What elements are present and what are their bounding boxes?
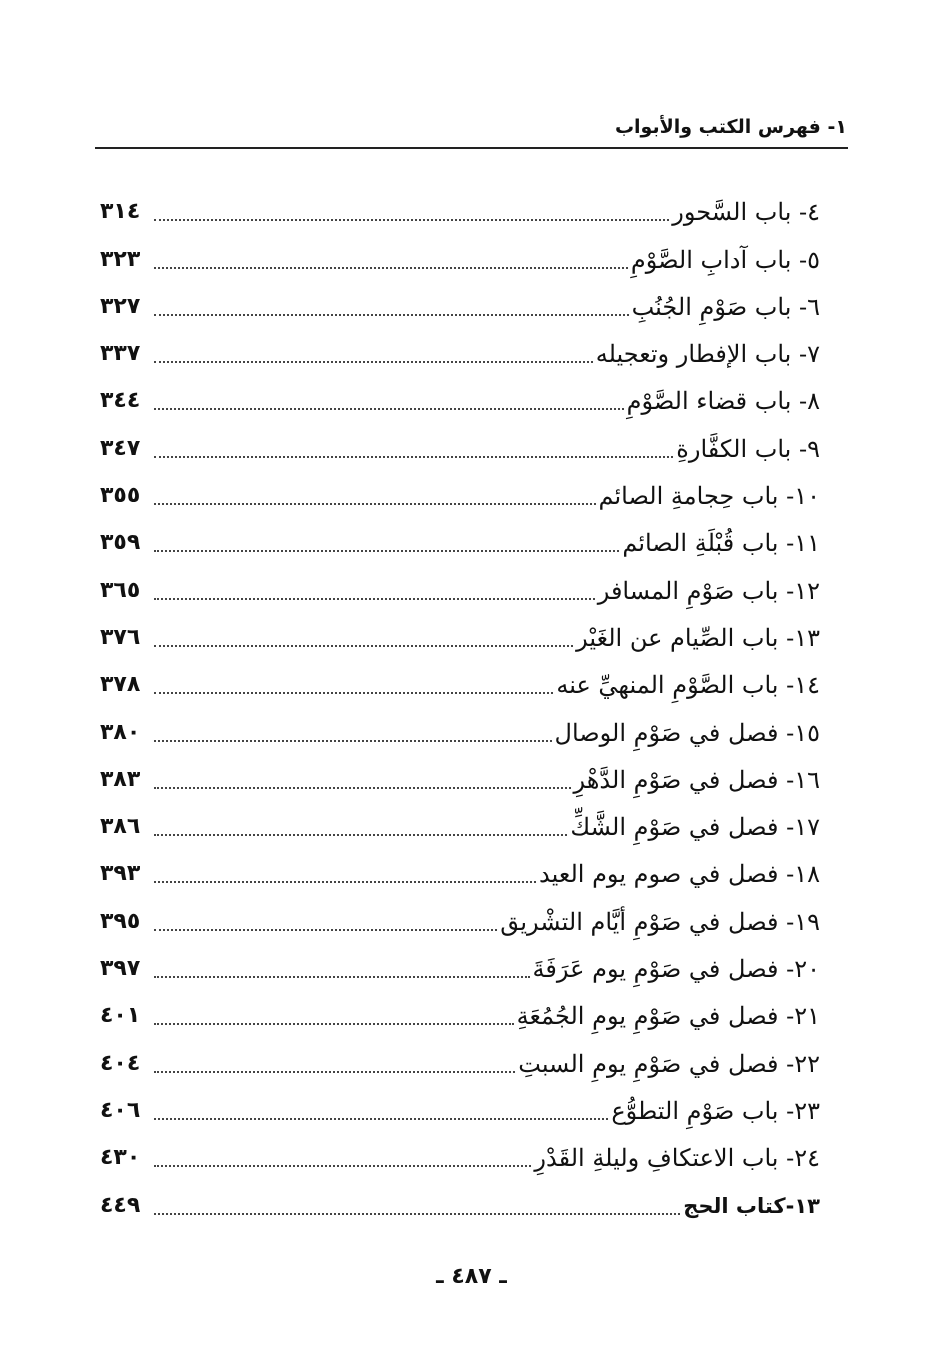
toc-entry-page-number: ٤٠٦ bbox=[100, 1097, 141, 1123]
toc-entry-title: ٦- باب صَوْمِ الجُنُبِ bbox=[631, 292, 820, 321]
dot-leader bbox=[154, 1165, 531, 1167]
dot-leader bbox=[154, 456, 673, 458]
dot-leader bbox=[154, 1071, 515, 1073]
dot-leader bbox=[154, 976, 530, 978]
toc-entry-page-number: ٣٩٧ bbox=[100, 956, 141, 982]
toc-entry-page-number: ٣٤٤ bbox=[100, 388, 141, 414]
toc-entry-page-number: ٣٢٧ bbox=[100, 293, 141, 319]
toc-entry bbox=[100, 801, 820, 848]
toc-entry bbox=[100, 470, 820, 517]
toc-entry bbox=[100, 233, 820, 280]
dot-leader bbox=[154, 361, 593, 363]
dot-leader bbox=[154, 929, 497, 931]
toc-entry bbox=[100, 564, 820, 611]
toc-entry-page-number: ٣٤٧ bbox=[100, 435, 141, 461]
toc-entry-title: ٢٤- باب الاعتكافِ وليلةِ القَدْرِ bbox=[534, 1144, 820, 1173]
toc-entry-title: ٤- باب السَّحور bbox=[672, 198, 820, 227]
toc-entry-page-number: ٤٣٠ bbox=[100, 1145, 141, 1171]
toc-entry-title: ٨- باب قضاء الصَّوْمِ bbox=[626, 387, 820, 416]
header-rule bbox=[95, 147, 848, 149]
toc-entry bbox=[100, 1085, 820, 1132]
toc-entry-page-number: ٣٥٩ bbox=[100, 530, 141, 556]
toc-entry bbox=[100, 281, 820, 328]
toc-entry-page-number: ٣٢٣ bbox=[100, 246, 141, 272]
toc-entry-page-number: ٣٨٣ bbox=[100, 766, 141, 792]
dot-leader bbox=[154, 834, 567, 836]
toc-entry-title: ٧- باب الإفطار وتعجيله bbox=[595, 340, 820, 369]
toc-entry bbox=[100, 659, 820, 706]
toc-entry bbox=[100, 943, 820, 990]
dot-leader bbox=[154, 550, 619, 552]
dot-leader bbox=[154, 1118, 608, 1120]
toc-entry-page-number: ٤٠١ bbox=[100, 1003, 141, 1029]
toc-entry-page-number: ٣٣٧ bbox=[100, 341, 141, 367]
toc-entry-title: ١٣- باب الصِّيام عن الغَيْر bbox=[576, 623, 820, 652]
toc-entry-page-number: ٤٠٤ bbox=[100, 1050, 141, 1076]
toc-entry bbox=[100, 895, 820, 942]
toc-entry-page-number: ٤٤٩ bbox=[100, 1192, 141, 1218]
toc-entry-title: ٩- باب الكفَّارةِ bbox=[676, 434, 820, 463]
dot-leader bbox=[154, 740, 552, 742]
toc-entry-title: ٢١- فصل في صَوْمِ يومِ الجُمُعَةِ bbox=[516, 1002, 820, 1031]
dot-leader bbox=[154, 692, 553, 694]
toc-entry-page-number: ٣٩٣ bbox=[100, 861, 141, 887]
dot-leader bbox=[154, 314, 629, 316]
toc-entry-title: ١٦- فصل في صَوْمِ الدَّهْرِ bbox=[573, 765, 820, 794]
toc-entry-page-number: ٣٦٥ bbox=[100, 577, 141, 603]
toc-entry-title: ٢٠- فصل في صَوْمِ يوم عَرَفَةَ bbox=[532, 955, 820, 984]
toc-entry-title: ١٩- فصل في صَوْمِ أيَّام التشْريق bbox=[500, 907, 820, 936]
toc-entry-page-number: ٣١٤ bbox=[100, 199, 141, 225]
dot-leader bbox=[154, 267, 628, 269]
toc-entry-title: ١٠- باب حِجامةِ الصائم bbox=[598, 482, 820, 511]
toc-entry bbox=[100, 706, 820, 753]
toc-entry bbox=[100, 754, 820, 801]
table-of-contents bbox=[100, 186, 820, 1227]
dot-leader bbox=[154, 1023, 514, 1025]
toc-entry-title: ١١- باب قُبْلَةِ الصائم bbox=[622, 529, 820, 558]
dot-leader bbox=[154, 645, 573, 647]
toc-entry-page-number: ٣٧٨ bbox=[100, 672, 141, 698]
toc-entry-title: ٢٣- باب صَوْمِ التطوُّع bbox=[611, 1096, 820, 1125]
page-number: ـ ٤٨٧ ـ bbox=[436, 1264, 507, 1289]
dot-leader bbox=[154, 598, 595, 600]
toc-entry bbox=[100, 848, 820, 895]
running-head: ١- فهرس الكتب والأبواب bbox=[614, 116, 847, 138]
toc-entry bbox=[100, 517, 820, 564]
toc-entry bbox=[100, 612, 820, 659]
toc-entry bbox=[100, 1132, 820, 1179]
toc-entry-page-number: ٣٨٦ bbox=[100, 814, 141, 840]
toc-entry-title: ٥- باب آدابِ الصَّوْمِ bbox=[630, 245, 820, 274]
toc-entry-page-number: ٣٩٥ bbox=[100, 908, 141, 934]
toc-entry-title: ١٣-كتاب الحج bbox=[683, 1193, 820, 1218]
dot-leader bbox=[154, 881, 536, 883]
toc-entry bbox=[100, 1037, 820, 1084]
dot-leader bbox=[154, 408, 624, 410]
dot-leader bbox=[154, 219, 669, 221]
toc-entry-title: ١٧- فصل في صَوْمِ الشَّكِّ bbox=[570, 813, 820, 842]
toc-entry bbox=[100, 186, 820, 233]
toc-entry-page-number: ٣٨٠ bbox=[100, 719, 141, 745]
toc-entry-page-number: ٣٧٦ bbox=[100, 624, 141, 650]
dot-leader bbox=[154, 503, 596, 505]
toc-book-entry bbox=[100, 1179, 820, 1226]
toc-entry-title: ٢٢- فصل في صَوْمِ يومِ السبتِ bbox=[518, 1049, 820, 1078]
toc-entry bbox=[100, 375, 820, 422]
toc-entry-page-number: ٣٥٥ bbox=[100, 483, 141, 509]
toc-entry-title: ١٨- فصل في صوم يوم العيد bbox=[539, 860, 820, 889]
toc-entry bbox=[100, 328, 820, 375]
toc-entry-title: ١٤- باب الصَّوْمِ المنهيِّ عنه bbox=[556, 671, 820, 700]
dot-leader bbox=[154, 1213, 680, 1215]
toc-entry bbox=[100, 422, 820, 469]
dot-leader bbox=[154, 787, 571, 789]
toc-entry bbox=[100, 990, 820, 1037]
toc-entry-title: ١٥- فصل في صَوْمِ الوصال bbox=[554, 718, 820, 747]
toc-entry-title: ١٢- باب صَوْمِ المسافر bbox=[597, 576, 820, 605]
